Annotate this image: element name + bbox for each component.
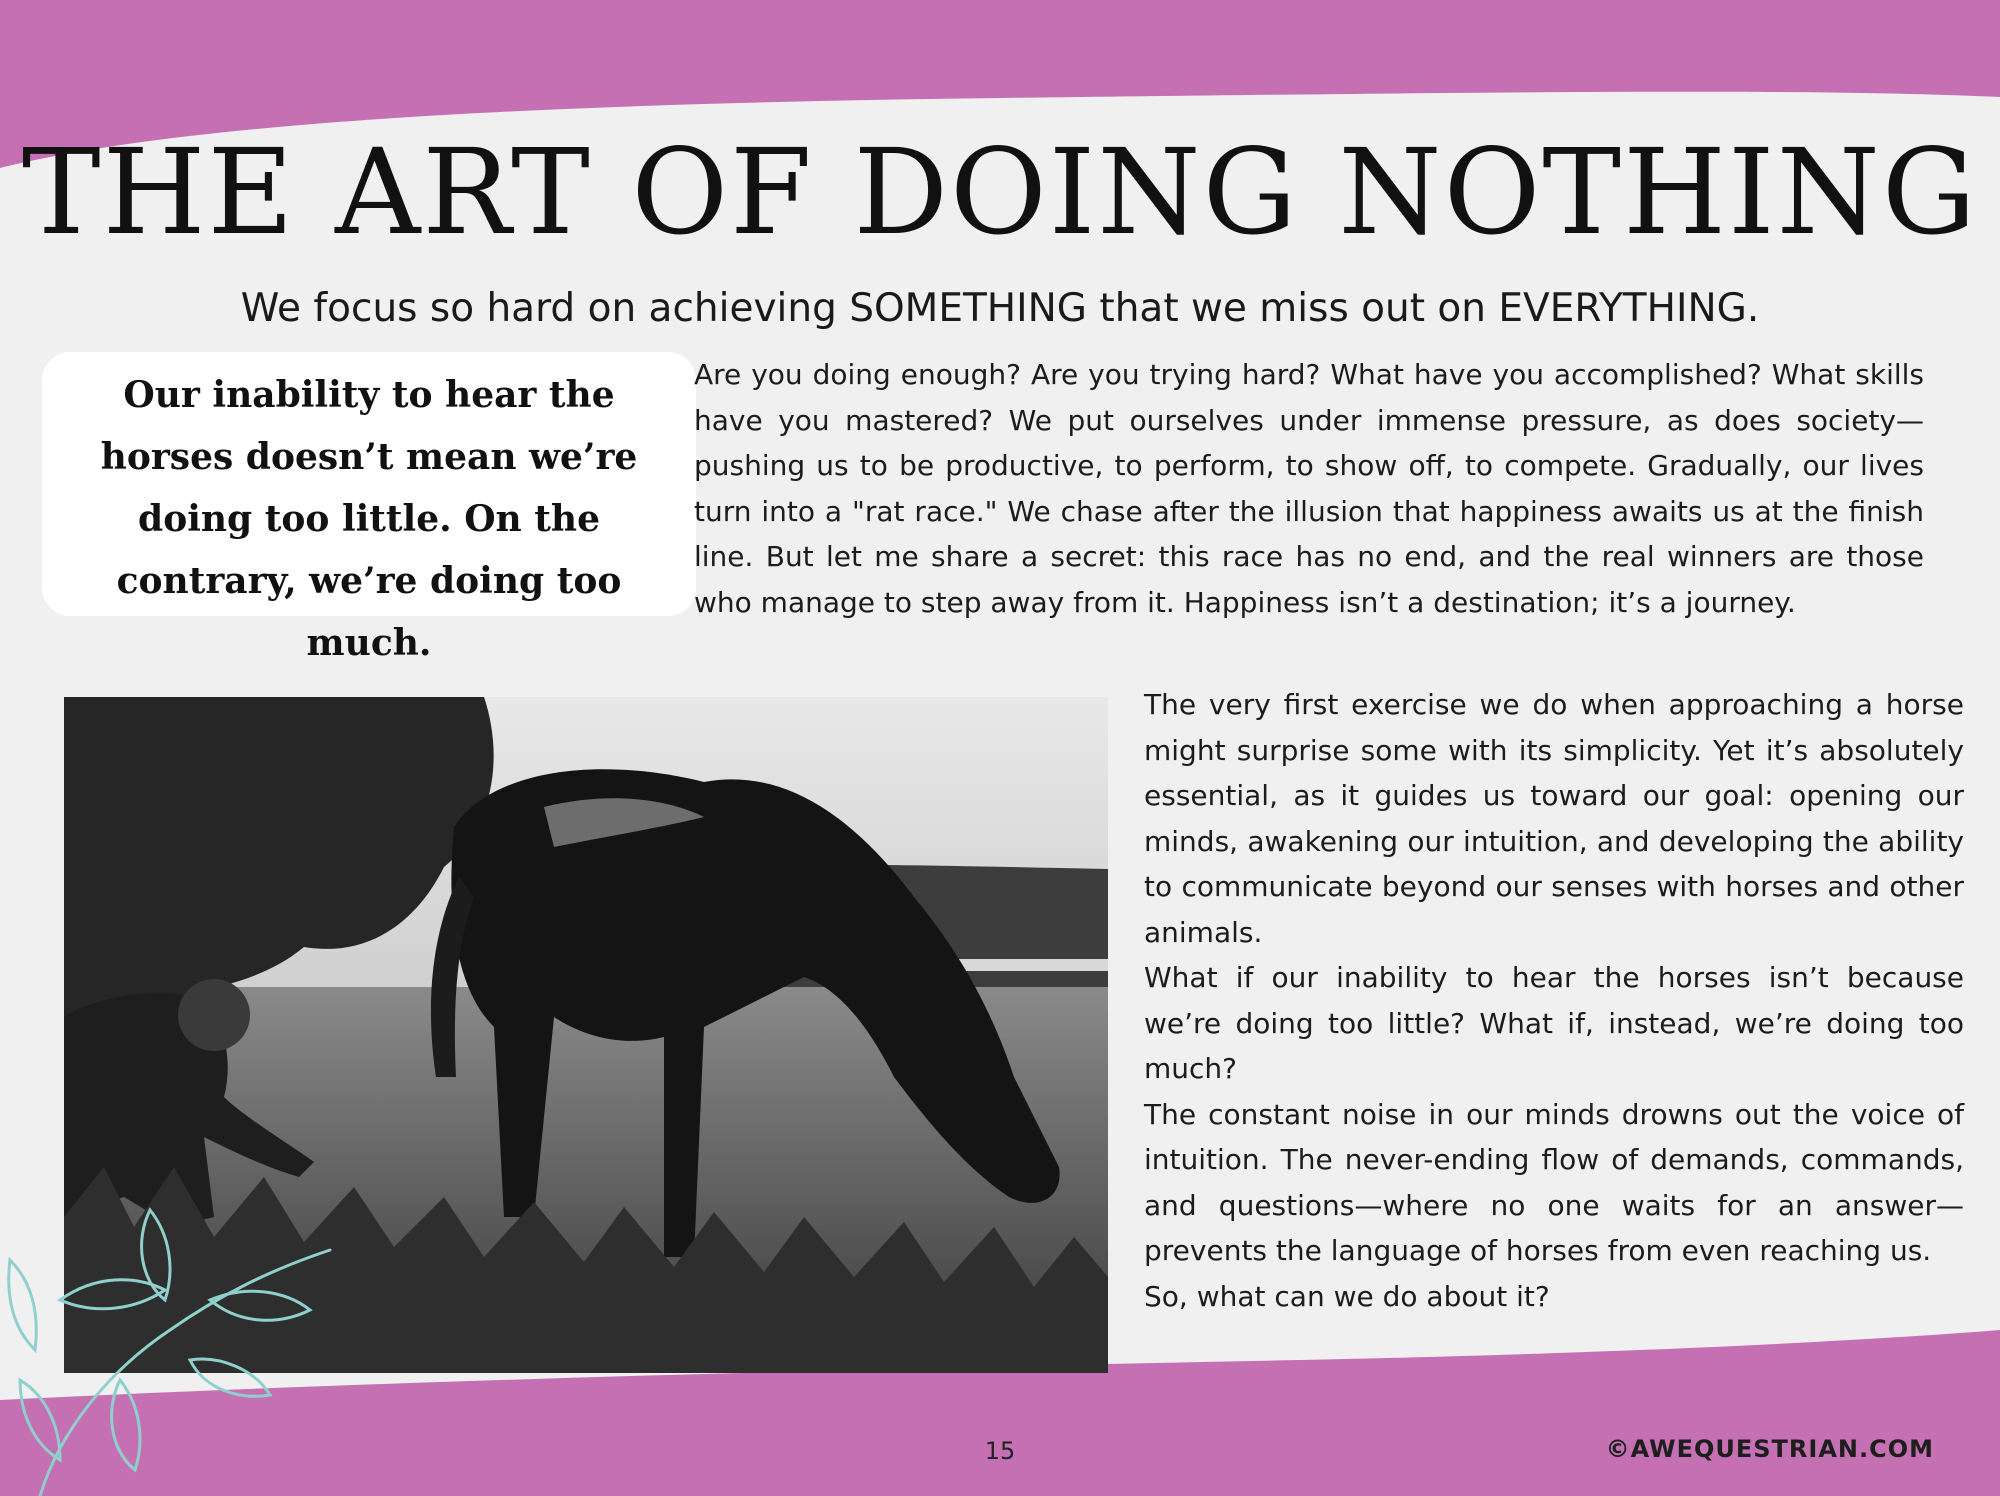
leaf-4 xyxy=(210,1291,310,1320)
leaf-7 xyxy=(20,1380,60,1460)
leaf-1 xyxy=(9,1260,37,1350)
pull-quote-box xyxy=(42,352,696,664)
right-paragraph-2: What if our inability to hear the horses isn’t because we’re doing too little? What if, instead, we’re doing too much? xyxy=(1144,961,1964,1085)
leaf-6 xyxy=(190,1359,270,1396)
intro-paragraph: Are you doing enough? Are you trying hard? What have you accomplished? What skills have you mastered? We put ourselves under immense pressure, as does society—pushing us to be productive, to perform, to show off, to compete. Gradually, our lives turn into a "rat race." We chase after the illusion that happiness awaits us at the finish line. But let me share a secret: this race has no end, and the real winners are those who manage to step away from it. Happiness isn’t a destination; it’s a journey. xyxy=(694,358,1924,619)
page-title: THE ART OF DOING NOTHING xyxy=(21,123,1979,261)
page-number: 15 xyxy=(984,1437,1016,1465)
right-paragraph-3: The constant noise in our minds drowns out the voice of intuition. The never-ending flow of demands, commands, and questions—where no one waits for an answer—prevents the language of horses from even reaching us. xyxy=(1144,1097,1964,1267)
page-subtitle: We focus so hard on achieving SOMETHING that we miss out on EVERYTHING. xyxy=(240,286,1760,331)
leaf-decoration-icon xyxy=(0,1180,340,1496)
pull-quote-text: Our inability to hear the horses doesn’t mean we’re doing too little. On the contrary, we’re doing too much. xyxy=(100,374,638,664)
photo-person-head xyxy=(178,979,250,1051)
right-column-text xyxy=(1144,682,1964,1319)
leaf-5 xyxy=(112,1380,140,1470)
copyright-notice: ©AWEQUESTRIAN.COM xyxy=(1605,1435,1934,1463)
intro-text-block xyxy=(694,352,1924,625)
leaf-2 xyxy=(60,1280,165,1309)
right-paragraph-4: So, what can we do about it? xyxy=(1144,1279,1550,1313)
photo-fence xyxy=(944,959,1108,971)
right-paragraph-1: The very first exercise we do when approaching a horse might surprise some with its simplicity. Yet it’s absolutely essential, as it guides us toward our goal: opening our minds, awakening our intuition, and developing the ability to communicate beyond our senses with horses and other animals. xyxy=(1144,688,1964,949)
